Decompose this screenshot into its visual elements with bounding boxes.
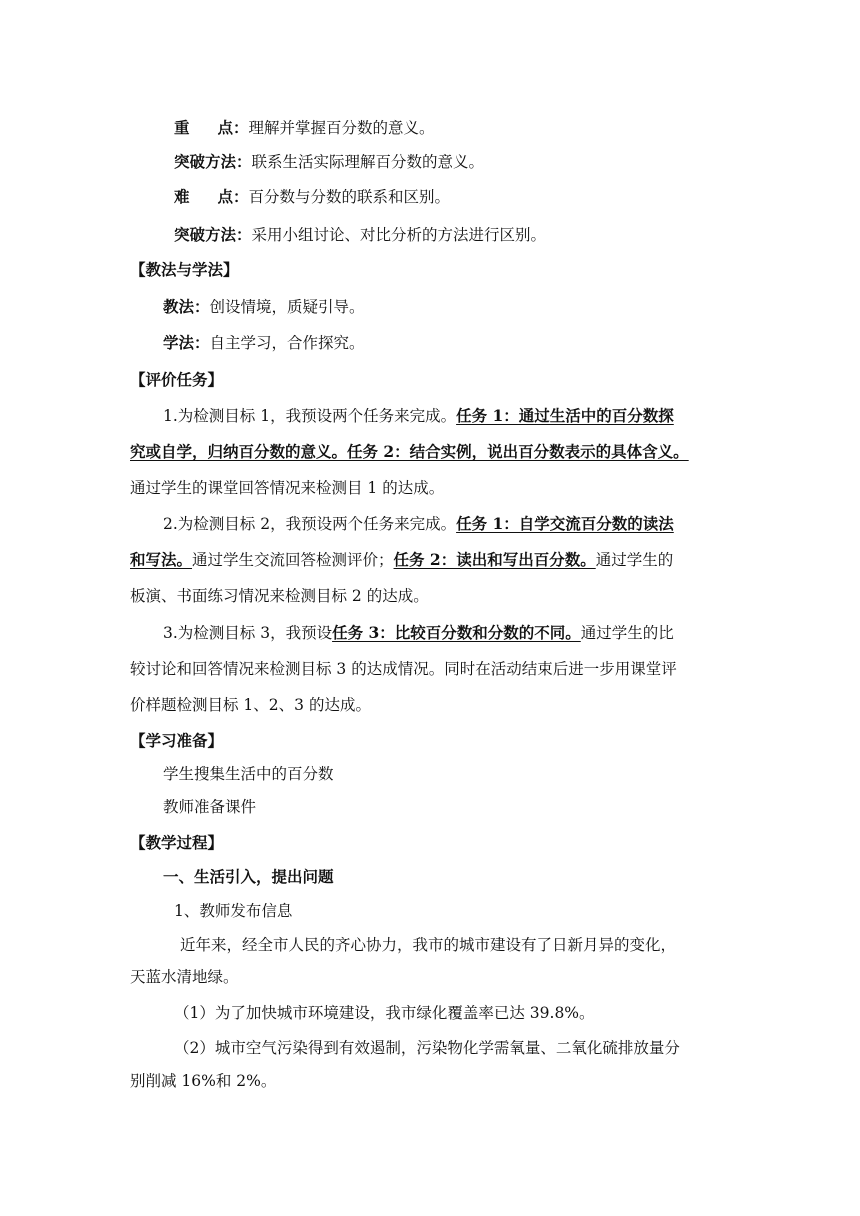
method2-label: 突破方法：	[174, 225, 252, 244]
focus-label-a: 重	[174, 118, 190, 137]
eval2-task-a-cont: 和写法。	[130, 550, 193, 569]
eval3-line1	[163, 622, 674, 644]
eval1-line2	[130, 441, 689, 463]
difficulty-label-b: 点：	[217, 187, 249, 206]
eval3-intro: 3.为检测目标 3，我预设	[163, 624, 333, 642]
eval1-task-a: 任务 1：通过生活中的百分数探	[456, 406, 674, 425]
eval2-task-a: 任务 1：自学交流百分数的读法	[456, 514, 674, 533]
para-line1: 近年来，经全市人民的齐心协力，我市的城市建设有了日新月异的变化，	[180, 936, 677, 954]
eval2-line2	[130, 549, 673, 571]
eval2-mid: 通过学生交流回答检测评价；	[192, 551, 394, 569]
teaching-method-heading: 【教法与学法】	[130, 260, 239, 279]
sub1-title: 1、教师发布信息	[174, 902, 293, 920]
learn-label: 学法：	[163, 333, 210, 352]
teach-line	[163, 296, 365, 318]
method2-line	[174, 224, 546, 246]
eval1-task-b: 究或自学，归纳百分数的意义。任务 2：结合实例，说出百分数表示的具体含义。	[130, 442, 689, 461]
difficulty-label-a: 难	[174, 187, 190, 206]
learn-text: 自主学习，合作探究。	[209, 334, 365, 352]
eval2-intro: 2.为检测目标 2，我预设两个任务来完成。	[163, 515, 457, 533]
learn-line	[163, 332, 365, 354]
method1-label: 突破方法：	[174, 152, 252, 171]
eval1-line1	[163, 405, 674, 427]
point2-line2: 别削减 16%和 2%。	[130, 1072, 277, 1090]
eval3-line2: 较讨论和回答情况来检测目标 3 的达成情况。同时在活动结束后进一步用课堂评	[130, 660, 677, 678]
focus-text: 理解并掌握百分数的意义。	[248, 119, 435, 137]
point1: （1）为了加快城市环境建设，我市绿化覆盖率已达 39.8%。	[174, 1004, 595, 1022]
teach-label: 教法：	[163, 297, 210, 316]
eval1-intro: 1.为检测目标 1，我预设两个任务来完成。	[163, 407, 457, 425]
focus-line	[174, 117, 435, 139]
preparation-heading: 【学习准备】	[130, 731, 224, 750]
eval2-line1	[163, 513, 674, 535]
point2-line1: （2）城市空气污染得到有效遏制，污染物化学需氧量、二氧化硫排放量分	[174, 1039, 680, 1057]
method1-line	[174, 151, 484, 173]
eval1-line3: 通过学生的课堂回答情况来检测目 1 的达成。	[130, 479, 445, 497]
difficulty-text: 百分数与分数的联系和区别。	[248, 188, 451, 206]
evaluation-heading: 【评价任务】	[130, 370, 224, 389]
para-line2: 天蓝水清地绿。	[130, 968, 239, 986]
process-heading: 【教学过程】	[130, 833, 224, 852]
teach-text: 创设情境，质疑引导。	[209, 298, 365, 316]
focus-label-b: 点：	[217, 118, 249, 137]
method1-text: 联系生活实际理解百分数的意义。	[251, 153, 485, 171]
eval3-tail: 通过学生的比	[580, 624, 674, 642]
eval2-tail: 通过学生的	[595, 551, 674, 569]
eval2-line3: 板演、书面练习情况来检测目标 2 的达成。	[130, 587, 429, 605]
eval2-task-b: 任务 2：读出和写出百分数。	[393, 550, 596, 569]
method2-text: 采用小组讨论、对比分析的方法进行区别。	[251, 226, 547, 244]
step1-title: 一、生活引入，提出问题	[163, 867, 334, 886]
eval3-task: 任务 3：比较百分数和分数的不同。	[332, 623, 581, 642]
eval3-line3: 价样题检测目标 1、2、3 的达成。	[130, 696, 371, 714]
prep-teacher: 教师准备课件	[163, 798, 257, 816]
prep-student: 学生搜集生活中的百分数	[163, 765, 334, 783]
difficulty-line	[174, 186, 450, 208]
